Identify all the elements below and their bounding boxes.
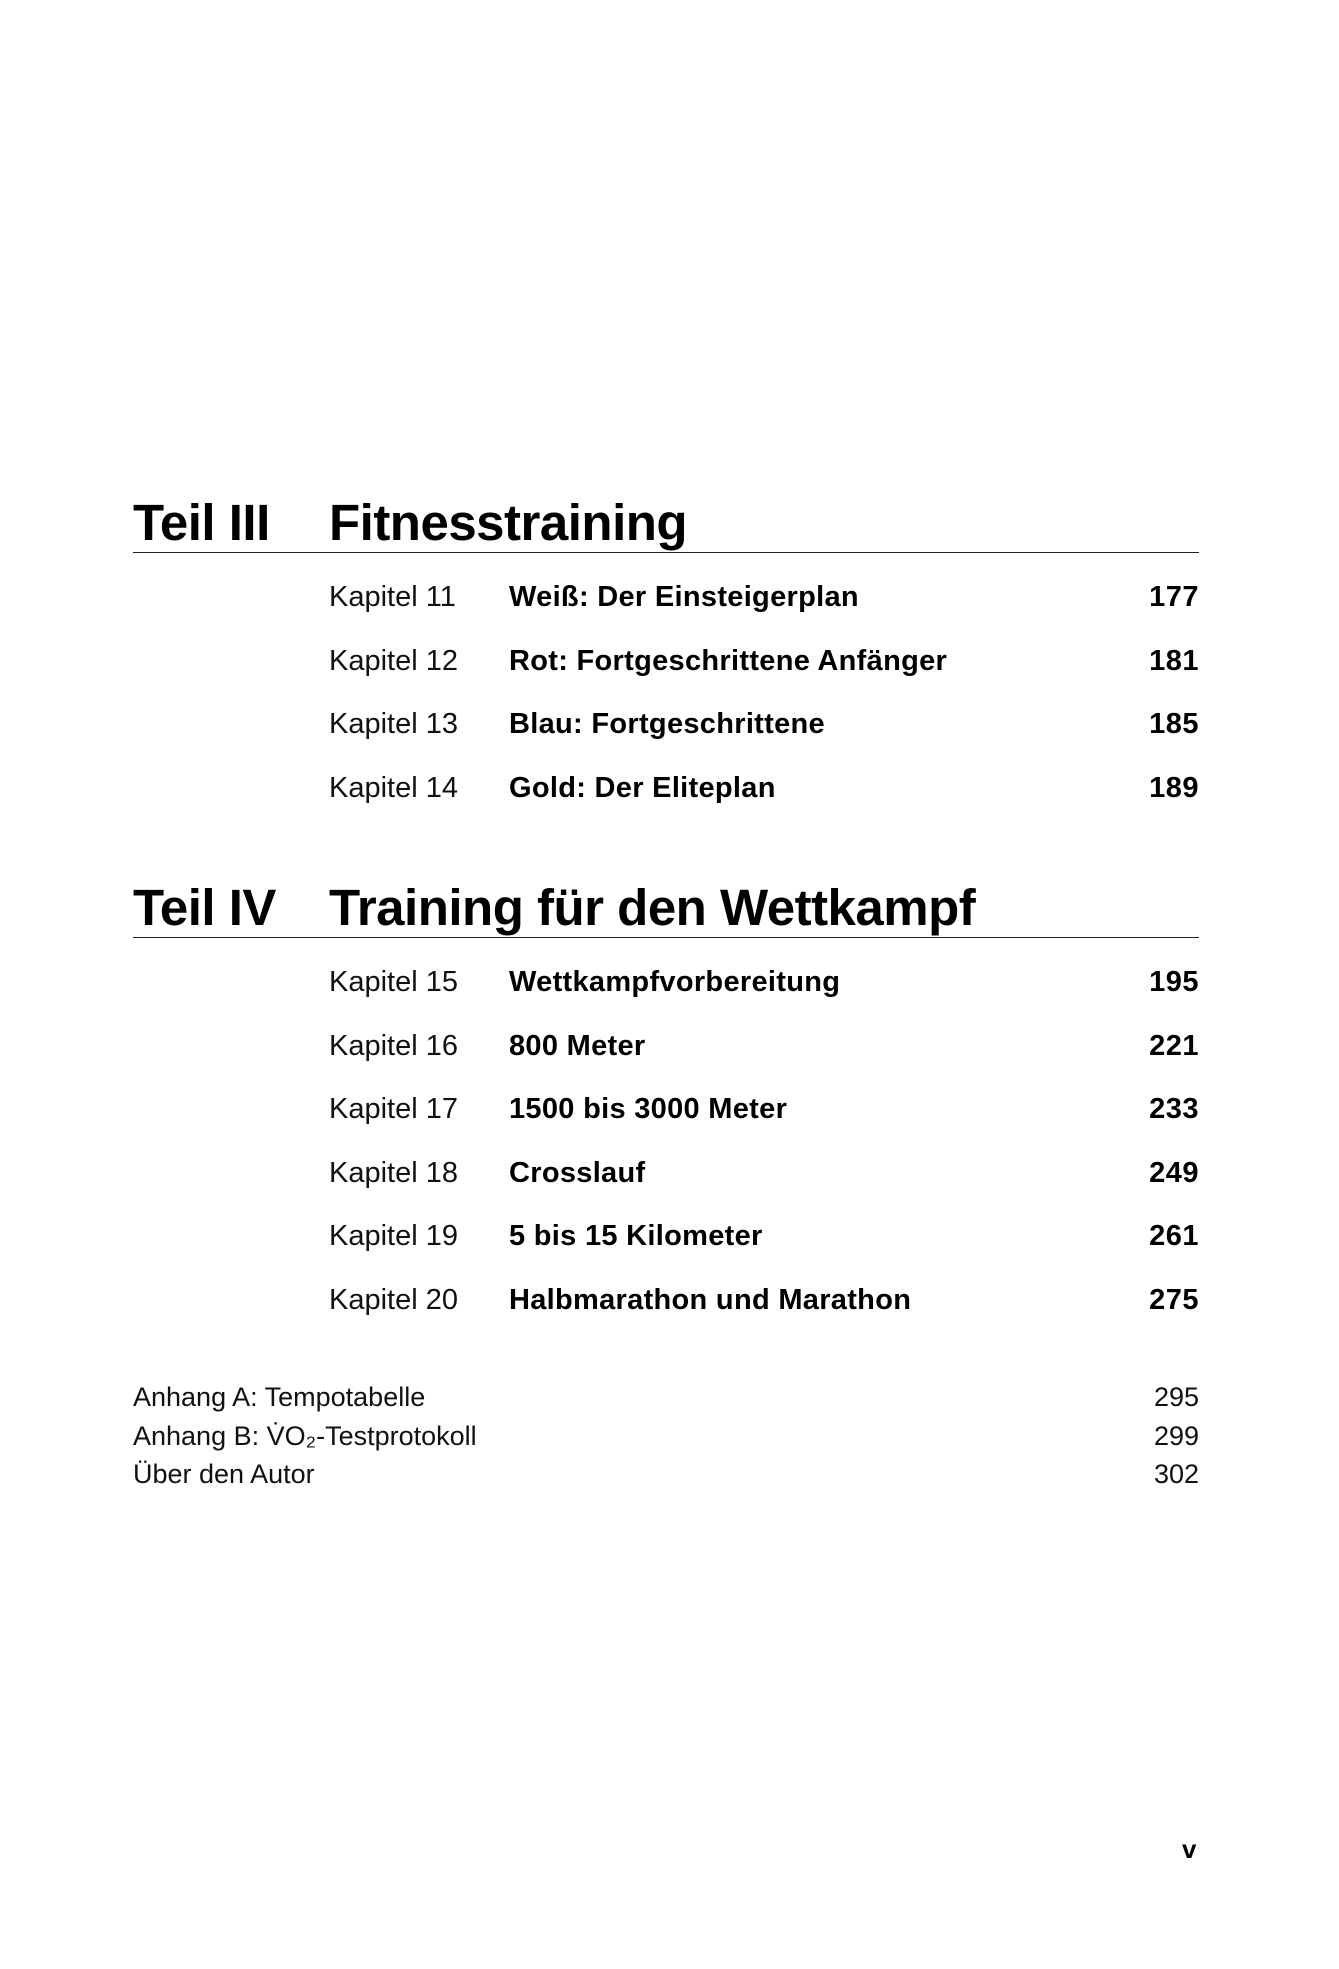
chapter-entry[interactable] xyxy=(133,1155,1199,1219)
appendix-page-number: 299 xyxy=(1153,1420,1199,1451)
appendix-label: Über den Autor xyxy=(133,1459,315,1489)
chapter-label: Kapitel 18 xyxy=(329,1156,458,1189)
chapter-page-number: 249 xyxy=(1149,1156,1199,1189)
part-title: Fitnesstraining xyxy=(329,494,688,551)
part-4-section xyxy=(133,875,1199,1345)
appendix-label: Anhang B: V̇O₂-Testprotokoll xyxy=(133,1420,477,1451)
appendix-label: Anhang A: Tempotabelle xyxy=(133,1382,426,1412)
chapter-label: Kapitel 12 xyxy=(329,644,458,677)
chapter-title: 800 Meter xyxy=(509,1029,646,1062)
page-folio: v xyxy=(1182,1834,1197,1864)
chapter-entry[interactable] xyxy=(133,643,1199,707)
appendix-entry[interactable] xyxy=(133,1380,1199,1419)
part-heading xyxy=(133,875,1199,938)
chapter-label: Kapitel 17 xyxy=(329,1093,458,1125)
appendix-page-number: 302 xyxy=(1153,1459,1199,1489)
chapter-title: Wettkampfvorbereitung xyxy=(509,966,841,998)
chapter-entry[interactable] xyxy=(133,706,1199,770)
chapter-page-number: 261 xyxy=(1149,1220,1199,1252)
chapter-label: Kapitel 15 xyxy=(329,966,458,998)
chapter-entry[interactable] xyxy=(133,1028,1199,1092)
chapter-entry[interactable] xyxy=(133,1282,1199,1346)
chapter-entry[interactable] xyxy=(133,1218,1199,1282)
part-number: Teil IV xyxy=(133,879,276,936)
chapter-page-number: 177 xyxy=(1149,581,1199,613)
chapter-page-number: 189 xyxy=(1149,771,1199,804)
chapter-title: Weiß: Der Einsteigerplan xyxy=(509,581,859,613)
part-title: Training für den Wettkampf xyxy=(329,879,976,936)
appendix-page-number: 295 xyxy=(1153,1382,1199,1412)
chapter-label: Kapitel 19 xyxy=(329,1220,458,1252)
chapter-entry[interactable] xyxy=(133,579,1199,643)
chapter-page-number: 233 xyxy=(1149,1093,1199,1125)
chapter-title: Gold: Der Eliteplan xyxy=(509,771,776,804)
chapter-label: Kapitel 16 xyxy=(329,1029,458,1062)
chapter-entry[interactable] xyxy=(133,770,1199,834)
chapter-title: Rot: Fortgeschrittene Anfänger xyxy=(509,644,948,677)
chapter-list xyxy=(133,964,1199,1345)
chapter-page-number: 185 xyxy=(1149,708,1199,740)
chapter-label: Kapitel 13 xyxy=(329,708,458,740)
part-number: Teil III xyxy=(133,494,270,551)
chapter-label: Kapitel 11 xyxy=(329,581,456,613)
chapter-entry[interactable] xyxy=(133,964,1199,1028)
chapter-title: 5 bis 15 Kilometer xyxy=(509,1220,763,1252)
chapter-entry[interactable] xyxy=(133,1091,1199,1155)
appendix-entry[interactable] xyxy=(133,1419,1199,1458)
chapter-page-number: 181 xyxy=(1149,644,1199,677)
chapter-page-number: 275 xyxy=(1149,1283,1199,1316)
chapter-label: Kapitel 14 xyxy=(329,771,458,804)
appendix-entry[interactable] xyxy=(133,1457,1199,1496)
chapter-page-number: 195 xyxy=(1149,966,1199,998)
chapter-page-number: 221 xyxy=(1149,1029,1199,1062)
chapter-list xyxy=(133,579,1199,833)
chapter-title: Halbmarathon und Marathon xyxy=(509,1283,912,1316)
part-heading xyxy=(133,490,1199,553)
chapter-title: 1500 bis 3000 Meter xyxy=(509,1093,788,1125)
chapter-title: Crosslauf xyxy=(509,1156,646,1189)
chapter-label: Kapitel 20 xyxy=(329,1283,458,1316)
part-3-section xyxy=(133,490,1199,833)
appendix-list xyxy=(133,1380,1199,1496)
chapter-title: Blau: Fortgeschrittene xyxy=(509,708,825,740)
